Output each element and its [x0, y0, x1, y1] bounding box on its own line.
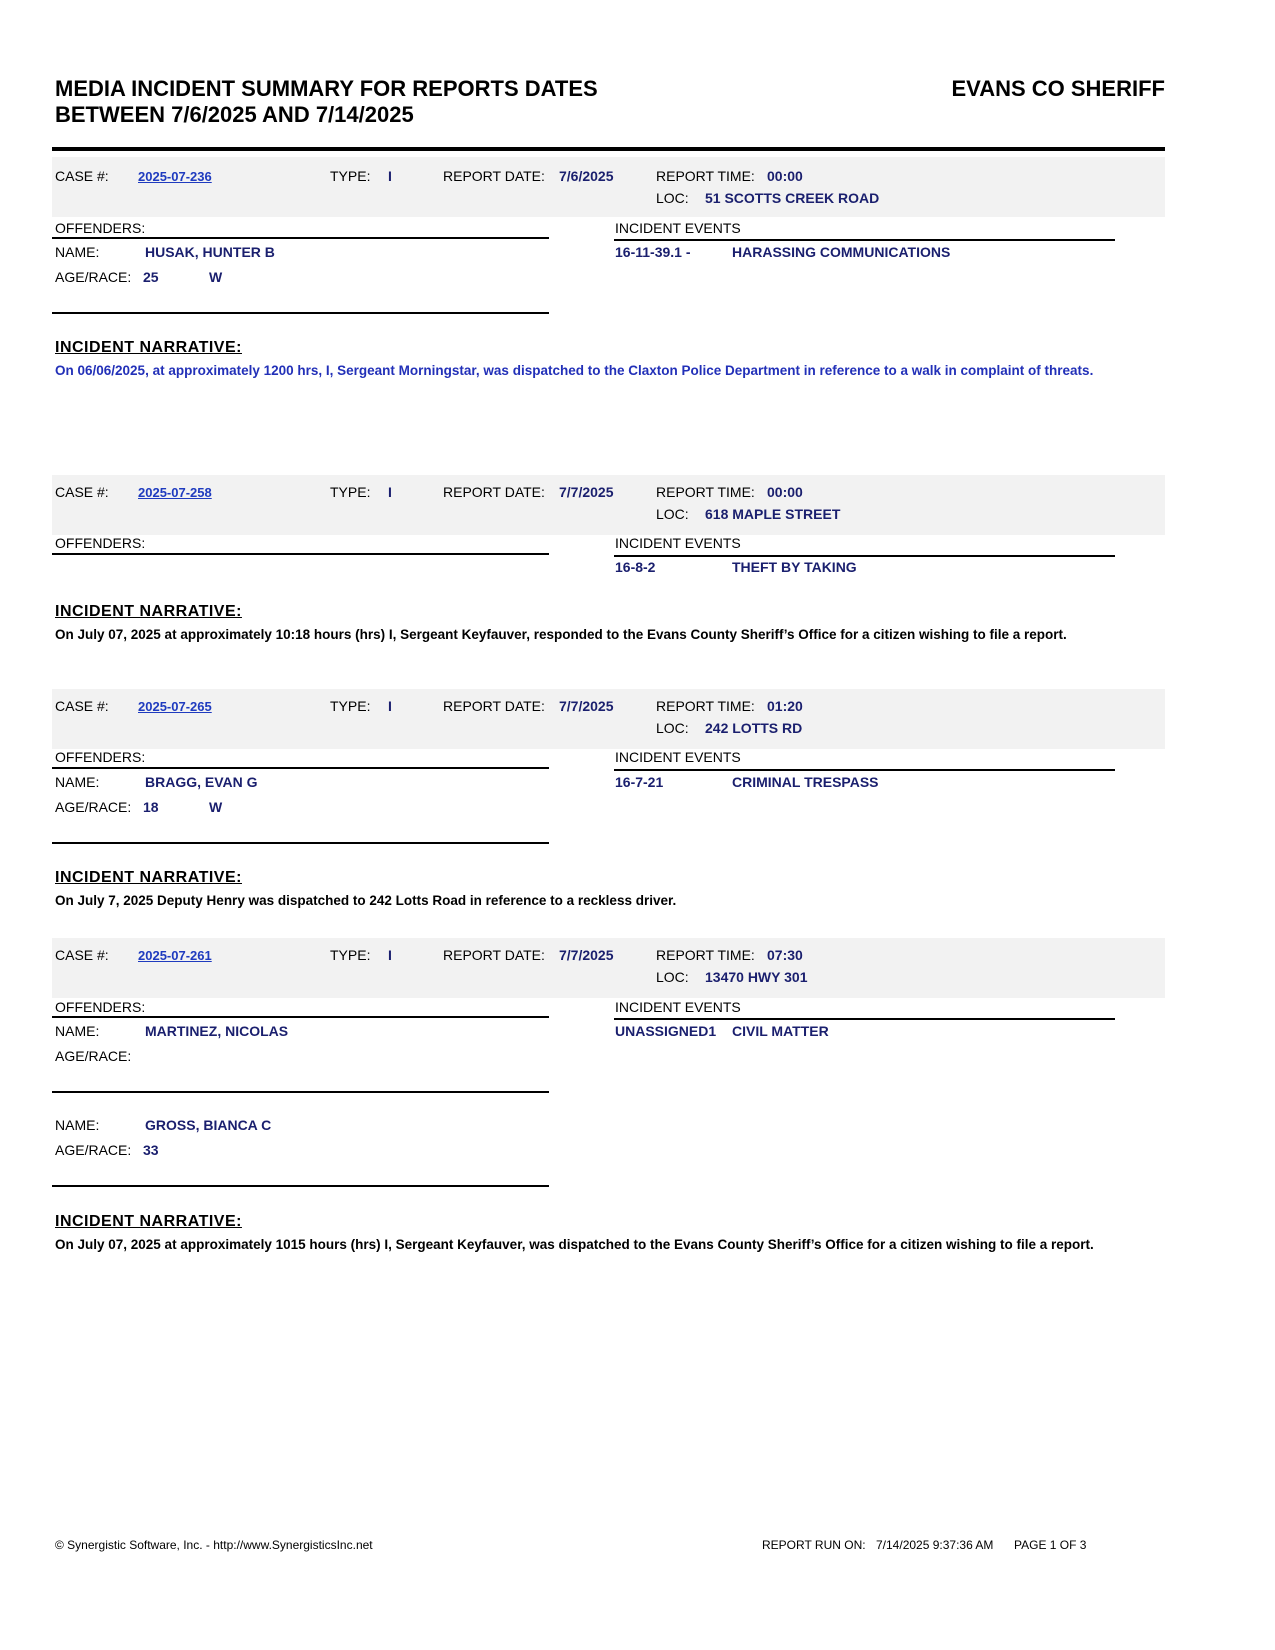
report-date-value: 7/7/2025	[559, 947, 614, 963]
offender-name-label: NAME:	[55, 1117, 100, 1133]
case-number-link[interactable]: 2025-07-261	[138, 948, 212, 963]
report-time-value: 00:00	[767, 484, 803, 500]
report-date-value: 7/7/2025	[559, 484, 614, 500]
incident-events-label: INCIDENT EVENTS	[615, 220, 741, 236]
offenders-label: OFFENDERS:	[55, 749, 146, 765]
narrative-text: On July 7, 2025 Deputy Henry was dispatched to 242 Lotts Road in reference to a reckless driver.	[55, 893, 677, 908]
narrative-heading: INCIDENT NARRATIVE:	[55, 869, 242, 886]
header-divider	[52, 147, 1165, 151]
offender-divider	[52, 1185, 549, 1187]
case-number-link[interactable]: 2025-07-236	[138, 169, 212, 184]
location-label: LOC:	[656, 720, 689, 736]
offender-divider	[52, 312, 549, 314]
event-description: THEFT BY TAKING	[732, 559, 857, 575]
report-date-value: 7/7/2025	[559, 698, 614, 714]
case-number-label: CASE #:	[55, 698, 109, 714]
offender-name-label: NAME:	[55, 244, 100, 260]
report-date-value: 7/6/2025	[559, 168, 614, 184]
report-time-value: 07:30	[767, 947, 803, 963]
offender-divider	[52, 1091, 549, 1093]
events-underline	[614, 1018, 1115, 1020]
offenders-underline	[52, 553, 549, 555]
event-description: CIVIL MATTER	[732, 1023, 829, 1039]
agency-name: EVANS CO SHERIFF	[951, 76, 1165, 101]
offenders-label: OFFENDERS:	[55, 999, 146, 1015]
offender-name: MARTINEZ, NICOLAS	[145, 1023, 289, 1039]
report-date-label: REPORT DATE:	[443, 168, 545, 184]
case-number-label: CASE #:	[55, 947, 109, 963]
offender-divider	[52, 842, 549, 844]
narrative-heading: INCIDENT NARRATIVE:	[55, 603, 242, 620]
offenders-underline	[52, 1016, 549, 1018]
narrative-text: On 06/06/2025, at approximately 1200 hrs, I, Sergeant Morningstar, was dispatched to the Claxton Police Department in reference to a walk in complaint of threats.	[55, 363, 1094, 378]
report-title	[55, 76, 598, 128]
location-value: 242 LOTTS RD	[705, 720, 803, 736]
offender-age: 25	[143, 269, 159, 285]
report-time-value: 01:20	[767, 698, 803, 714]
location-label: LOC:	[656, 190, 689, 206]
report-time-label: REPORT TIME:	[656, 947, 755, 963]
narrative-text: On July 07, 2025 at approximately 1015 hours (hrs) I, Sergeant Keyfauver, was dispatched to the Evans County Sheriff’s Office for a citizen wishing to file a report.	[55, 1237, 1094, 1252]
offender-age: 33	[143, 1142, 159, 1158]
report-time-label: REPORT TIME:	[656, 168, 755, 184]
case-number-link[interactable]: 2025-07-265	[138, 699, 212, 714]
events-underline	[614, 769, 1115, 771]
report-title-line1: MEDIA INCIDENT SUMMARY FOR REPORTS DATES	[55, 76, 598, 101]
offenders-label: OFFENDERS:	[55, 535, 146, 551]
offender-age-race-label: AGE/RACE:	[55, 1048, 132, 1064]
offender-name: GROSS, BIANCA C	[145, 1117, 272, 1133]
report-date-label: REPORT DATE:	[443, 947, 545, 963]
report-date-label: REPORT DATE:	[443, 698, 545, 714]
offender-race: W	[209, 799, 223, 815]
report-title-line2: BETWEEN 7/6/2025 AND 7/14/2025	[55, 102, 414, 127]
location-value: 618 MAPLE STREET	[705, 506, 841, 522]
type-value: I	[388, 168, 392, 184]
case-number-label: CASE #:	[55, 168, 109, 184]
events-underline	[614, 555, 1115, 557]
offenders-label: OFFENDERS:	[55, 220, 146, 236]
events-underline	[614, 239, 1115, 241]
event-description: HARASSING COMMUNICATIONS	[732, 244, 951, 260]
event-description: CRIMINAL TRESPASS	[732, 774, 879, 790]
offenders-underline	[52, 237, 549, 239]
report-time-value: 00:00	[767, 168, 803, 184]
report-time-label: REPORT TIME:	[656, 698, 755, 714]
event-code: 16-7-21	[615, 774, 664, 790]
type-label: TYPE:	[330, 168, 371, 184]
case-number-label: CASE #:	[55, 484, 109, 500]
report-date-label: REPORT DATE:	[443, 484, 545, 500]
footer-report-run-value: 7/14/2025 9:37:36 AM	[876, 1538, 994, 1552]
offender-name-label: NAME:	[55, 774, 100, 790]
narrative-heading: INCIDENT NARRATIVE:	[55, 339, 242, 356]
footer-copyright: © Synergistic Software, Inc. - http://www.SynergisticsInc.net	[55, 1538, 373, 1552]
footer-page-number: PAGE 1 OF 3	[1014, 1538, 1087, 1552]
offender-name: BRAGG, EVAN G	[145, 774, 258, 790]
type-value: I	[388, 698, 392, 714]
event-code: UNASSIGNED1	[615, 1023, 717, 1039]
offenders-underline	[52, 767, 549, 769]
offender-race: W	[209, 269, 223, 285]
case-number-link[interactable]: 2025-07-258	[138, 485, 212, 500]
narrative-text: On July 07, 2025 at approximately 10:18 hours (hrs) I, Sergeant Keyfauver, responded to the Evans County Sheriff’s Office for a citizen wishing to file a report.	[55, 627, 1067, 642]
type-label: TYPE:	[330, 698, 371, 714]
type-label: TYPE:	[330, 947, 371, 963]
footer-report-run-label: REPORT RUN ON:	[762, 1538, 866, 1552]
offender-name-label: NAME:	[55, 1023, 100, 1039]
type-value: I	[388, 947, 392, 963]
type-label: TYPE:	[330, 484, 371, 500]
offender-age-race-label: AGE/RACE:	[55, 799, 132, 815]
location-value: 51 SCOTTS CREEK ROAD	[705, 190, 880, 206]
report-time-label: REPORT TIME:	[656, 484, 755, 500]
case-header-band	[52, 157, 1165, 217]
offender-name: HUSAK, HUNTER B	[145, 244, 275, 260]
incident-events-label: INCIDENT EVENTS	[615, 535, 741, 551]
offender-age: 18	[143, 799, 159, 815]
type-value: I	[388, 484, 392, 500]
offender-age-race-label: AGE/RACE:	[55, 269, 132, 285]
incident-events-label: INCIDENT EVENTS	[615, 749, 741, 765]
location-label: LOC:	[656, 506, 689, 522]
incident-events-label: INCIDENT EVENTS	[615, 999, 741, 1015]
location-value: 13470 HWY 301	[705, 969, 808, 985]
location-label: LOC:	[656, 969, 689, 985]
narrative-heading: INCIDENT NARRATIVE:	[55, 1213, 242, 1230]
offender-age-race-label: AGE/RACE:	[55, 1142, 132, 1158]
event-code: 16-8-2	[615, 559, 656, 575]
event-code: 16-11-39.1 -	[615, 244, 691, 260]
